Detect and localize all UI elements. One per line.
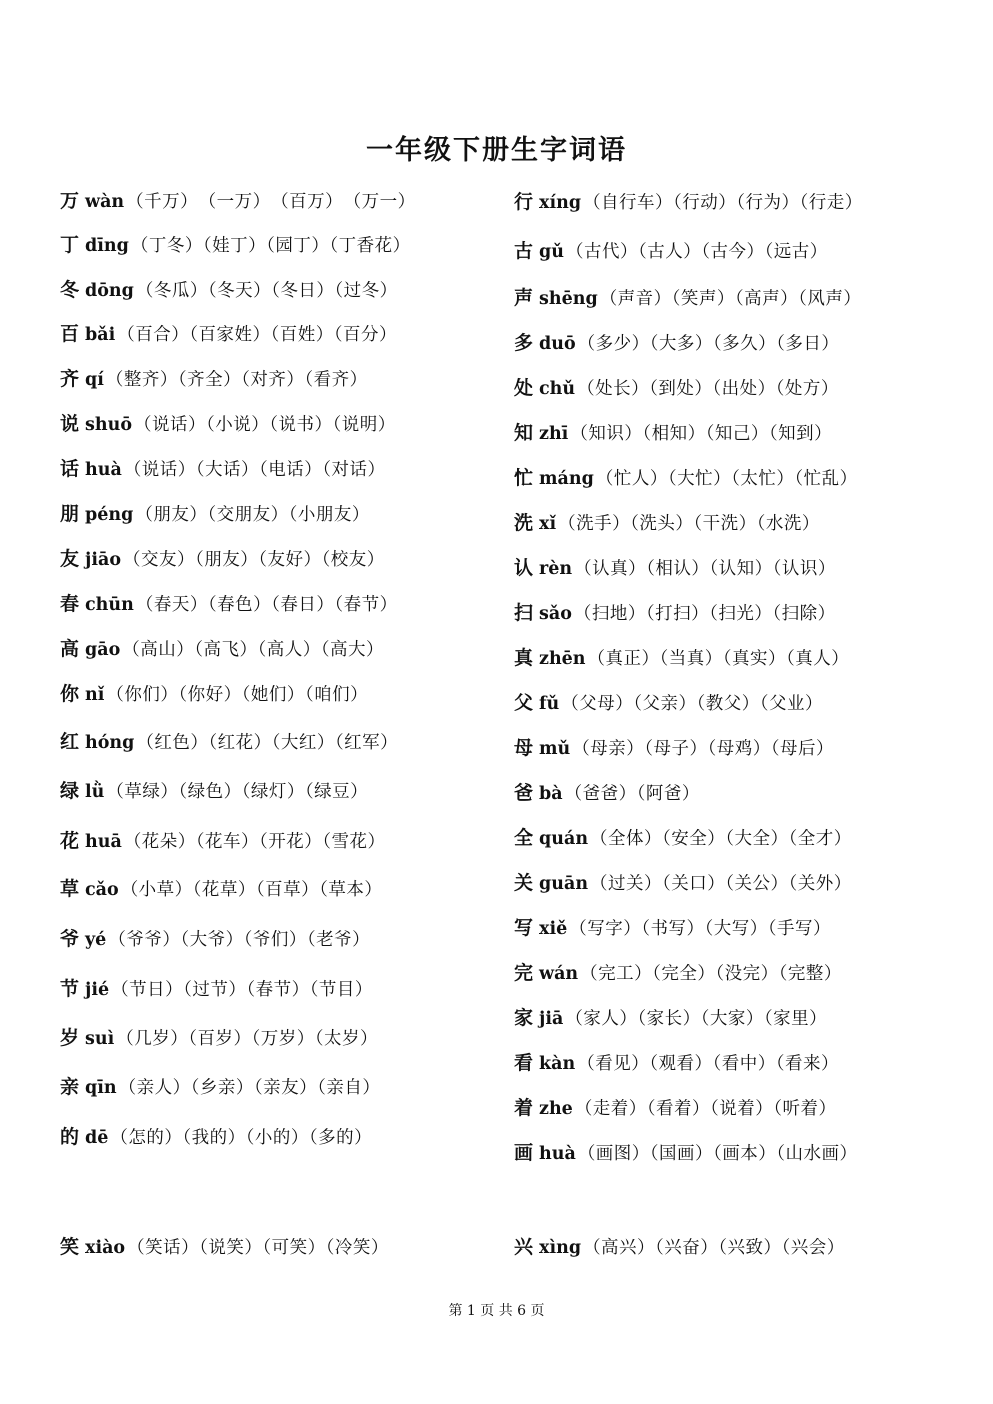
- vocab-entry: [514, 1006, 827, 1031]
- vocab-words: （古代）（古人）（古今）（远古）: [565, 242, 828, 262]
- vocab-pinyin: xiào: [85, 1238, 126, 1258]
- vocab-words: （扫地）（打扫）（扫光）（扫除）: [573, 604, 836, 624]
- vocab-words: （草绿）（绿色）（绿灯）（绿豆）: [106, 782, 369, 802]
- vocab-entry: [60, 1125, 372, 1150]
- vocab-entry: [60, 278, 398, 303]
- vocab-entry: [60, 1235, 389, 1260]
- vocab-character: 花: [60, 830, 80, 852]
- vocab-entry: [60, 457, 386, 482]
- vocab-entry: [514, 781, 700, 806]
- vocab-words: （说话）（大话）（电话）（对话）: [123, 460, 386, 480]
- vocab-character: 百: [60, 323, 80, 345]
- vocab-entry: [514, 691, 823, 716]
- vocab-entry: [514, 190, 863, 215]
- vocab-pinyin: péng: [85, 505, 134, 525]
- vocab-pinyin: qí: [85, 370, 104, 390]
- vocab-words: （冬瓜）（冬天）（冬日）（过冬）: [135, 281, 398, 301]
- vocab-pinyin: huà: [85, 460, 122, 480]
- vocab-pinyin: gāo: [85, 640, 121, 660]
- vocab-character: 亲: [60, 1076, 80, 1098]
- vocab-entry: [514, 1141, 858, 1166]
- vocab-pinyin: lǜ: [85, 782, 105, 802]
- vocab-pinyin: shuō: [85, 415, 132, 435]
- vocab-entry: [60, 682, 368, 707]
- vocab-words: （走着）（看着）（说着）（听着）: [574, 1099, 837, 1119]
- vocab-character: 画: [514, 1142, 534, 1164]
- vocab-words: （爸爸）（阿爸）: [564, 784, 700, 804]
- vocab-words: （你们）（你好）（她们）（咱们）: [106, 685, 369, 705]
- vocab-pinyin: jiā: [539, 1009, 564, 1029]
- vocab-entry: [514, 466, 858, 491]
- vocab-pinyin: huā: [85, 832, 122, 852]
- vocab-entry: [514, 961, 842, 986]
- vocab-character: 家: [514, 1007, 534, 1029]
- vocab-character: 春: [60, 593, 80, 615]
- vocab-pinyin: suì: [85, 1029, 115, 1049]
- vocab-pinyin: rèn: [539, 559, 573, 579]
- vocab-character: 高: [60, 638, 80, 660]
- vocab-pinyin: xiě: [539, 919, 568, 939]
- vocab-entry: [514, 511, 820, 536]
- vocab-pinyin: zhī: [539, 424, 569, 444]
- vocab-entry: [514, 1096, 837, 1121]
- vocab-pinyin: gǔ: [539, 242, 564, 262]
- vocab-pinyin: fǔ: [539, 694, 560, 714]
- vocab-character: 扫: [514, 602, 534, 624]
- vocab-entry: [60, 1075, 380, 1100]
- vocab-pinyin: bǎi: [85, 325, 116, 345]
- vocab-character: 说: [60, 413, 80, 435]
- vocab-character: 声: [514, 287, 534, 309]
- vocab-words: （百合）（百家姓）（百姓）（百分）: [117, 325, 397, 345]
- vocab-words: （自行车）（行动）（行为）（行走）: [583, 193, 863, 213]
- vocab-entry: [514, 1235, 845, 1260]
- vocab-character: 看: [514, 1052, 534, 1074]
- vocab-words: （朋友）（交朋友）（小朋友）: [135, 505, 370, 525]
- vocab-entry: [514, 916, 831, 941]
- vocab-character: 草: [60, 878, 80, 900]
- vocab-pinyin: xǐ: [539, 514, 557, 534]
- vocab-entry: [514, 646, 849, 671]
- vocab-character: 冬: [60, 279, 80, 301]
- vocab-pinyin: sǎo: [539, 604, 572, 624]
- vocab-pinyin: jiāo: [85, 550, 122, 570]
- vocab-entry: [514, 556, 836, 581]
- vocab-entry: [60, 592, 398, 617]
- vocab-pinyin: dōng: [85, 281, 134, 301]
- vocab-words: （洗手）（洗头）（干洗）（水洗）: [558, 514, 820, 534]
- vocab-words: （交友）（朋友）（友好）（校友）: [123, 550, 385, 570]
- vocab-entry: [60, 322, 397, 347]
- vocab-pinyin: duō: [539, 334, 576, 354]
- vocab-character: 关: [514, 872, 534, 894]
- vocab-entry: [60, 502, 370, 527]
- vocab-words: （知识）（相知）（知己）（知到）: [570, 424, 833, 444]
- vocab-pinyin: kàn: [539, 1054, 576, 1074]
- vocab-entry: [514, 286, 861, 311]
- vocab-words: （完工）（完全）（没完）（完整）: [580, 964, 842, 984]
- vocab-entry: [514, 736, 834, 761]
- vocab-words: （丁冬）（娃丁）（园丁）（丁香花）: [130, 236, 411, 256]
- vocab-pinyin: wàn: [85, 192, 125, 212]
- vocab-pinyin: quán: [539, 829, 589, 849]
- vocab-character: 处: [514, 377, 534, 399]
- vocab-character: 着: [514, 1097, 534, 1119]
- vocab-character: 父: [514, 692, 534, 714]
- vocab-words: （家人）（家长）（大家）（家里）: [565, 1009, 828, 1029]
- vocab-entry: [60, 829, 386, 854]
- vocab-words: （整齐）（齐全）（对齐）（看齐）: [105, 370, 368, 390]
- vocab-pinyin: mǔ: [539, 739, 571, 759]
- vocab-entry: [514, 421, 832, 446]
- vocab-pinyin: huà: [539, 1144, 576, 1164]
- vocab-words: （笑话）（说笑）（可笑）（冷笑）: [127, 1238, 389, 1258]
- vocab-entry: [60, 730, 398, 755]
- vocab-words: （全体）（安全）（大全）（全才）: [590, 829, 852, 849]
- vocab-pinyin: nǐ: [85, 685, 105, 705]
- vocab-pinyin: guān: [539, 874, 589, 894]
- vocab-entry: [514, 331, 839, 356]
- vocab-character: 行: [514, 191, 534, 213]
- vocab-pinyin: dē: [85, 1128, 109, 1148]
- vocab-words: （高兴）（兴奋）（兴致）（兴会）: [583, 1238, 845, 1258]
- vocab-words: （节日）（过节）（春节）（节目）: [111, 980, 373, 1000]
- vocab-pinyin: máng: [539, 469, 594, 489]
- vocab-words: （爷爷）（大爷）（爷们）（老爷）: [108, 930, 371, 950]
- vocab-character: 友: [60, 548, 80, 570]
- vocab-words: （春天）（春色）（春日）（春节）: [135, 595, 398, 615]
- vocab-character: 节: [60, 978, 80, 1000]
- vocab-pinyin: shēng: [539, 289, 598, 309]
- vocab-words: （千万） （一万） （百万） （万一）: [126, 192, 416, 212]
- vocab-words: （父母）（父亲）（教父）（父业）: [561, 694, 824, 714]
- page-footer: 第 1 页 共 6 页: [448, 1303, 545, 1319]
- vocab-words: （母亲）（母子）（母鸡）（母后）: [572, 739, 835, 759]
- vocab-character: 忙: [514, 467, 534, 489]
- vocab-words: （写字）（书写）（大写）（手写）: [569, 919, 831, 939]
- vocab-character: 古: [514, 240, 534, 262]
- vocab-pinyin: qīn: [85, 1078, 117, 1098]
- vocab-entry: [60, 189, 416, 214]
- vocab-entry: [60, 877, 382, 902]
- page-title: 一年级下册生字词语: [366, 135, 627, 166]
- vocab-character: 洗: [514, 512, 534, 534]
- vocab-character: 真: [514, 647, 534, 669]
- vocab-character: 红: [60, 731, 80, 753]
- vocab-pinyin: xìng: [539, 1238, 582, 1258]
- vocab-words: （真正）（当真）（真实）（真人）: [587, 649, 850, 669]
- vocab-words: （花朵）（花车）（开花）（雪花）: [123, 832, 386, 852]
- vocab-pinyin: dīng: [85, 236, 129, 256]
- vocab-entry: [60, 927, 370, 952]
- vocab-words: （说话）（小说）（说书）（说明）: [134, 415, 396, 435]
- vocab-pinyin: chūn: [85, 595, 134, 615]
- vocab-words: （高山）（高飞）（高人）（高大）: [122, 640, 385, 660]
- vocab-character: 母: [514, 737, 534, 759]
- vocab-character: 齐: [60, 368, 80, 390]
- vocab-character: 爸: [514, 782, 534, 804]
- vocab-entry: [514, 376, 839, 401]
- vocab-words: （多少）（大多）（多久）（多日）: [577, 334, 840, 354]
- vocab-character: 朋: [60, 503, 80, 525]
- vocab-words: （画图）（国画）（画本）（山水画）: [577, 1144, 858, 1164]
- vocab-entry: [514, 601, 836, 626]
- vocab-character: 你: [60, 683, 80, 705]
- vocab-pinyin: yé: [85, 930, 107, 950]
- vocab-pinyin: jié: [85, 980, 110, 1000]
- vocab-character: 丁: [60, 234, 80, 256]
- vocab-pinyin: zhe: [539, 1099, 573, 1119]
- vocab-words: （声音）（笑声）（高声）（风声）: [599, 289, 862, 309]
- vocab-character: 的: [60, 1126, 80, 1148]
- vocab-pinyin: wán: [539, 964, 579, 984]
- vocab-character: 认: [514, 557, 534, 579]
- vocab-words: （怎的）（我的）（小的）（多的）: [110, 1128, 373, 1148]
- vocab-character: 完: [514, 962, 534, 984]
- vocab-entry: [514, 826, 852, 851]
- vocab-character: 多: [514, 332, 534, 354]
- vocab-words: （看见）（观看）（看中）（看来）: [577, 1054, 839, 1074]
- vocab-entry: [514, 871, 852, 896]
- vocab-character: 话: [60, 458, 80, 480]
- vocab-entry: [60, 1026, 378, 1051]
- vocab-entry: [60, 412, 396, 437]
- vocab-character: 绿: [60, 780, 80, 802]
- vocab-words: （几岁）（百岁）（万岁）（太岁）: [116, 1029, 378, 1049]
- vocab-words: （亲人）（乡亲）（亲友）（亲自）: [118, 1078, 381, 1098]
- vocab-character: 全: [514, 827, 534, 849]
- vocab-entry: [60, 547, 385, 572]
- vocab-character: 岁: [60, 1027, 80, 1049]
- vocab-pinyin: xíng: [539, 193, 582, 213]
- vocab-words: （认真）（相认）（认知）（认识）: [574, 559, 836, 579]
- vocab-pinyin: chǔ: [539, 379, 576, 399]
- vocab-character: 兴: [514, 1236, 534, 1258]
- vocab-entry: [60, 779, 368, 804]
- vocab-entry: [60, 977, 373, 1002]
- vocab-words: （处长）（到处）（出处）（处方）: [577, 379, 839, 399]
- vocab-entry: [514, 239, 828, 264]
- vocab-entry: [60, 233, 411, 258]
- vocab-pinyin: zhēn: [539, 649, 586, 669]
- vocab-words: （红色）（红花）（大红）（红军）: [136, 733, 399, 753]
- vocab-character: 写: [514, 917, 534, 939]
- vocab-character: 万: [60, 190, 80, 212]
- vocab-character: 爷: [60, 928, 80, 950]
- vocab-words: （忙人）（大忙）（太忙）（忙乱）: [595, 469, 858, 489]
- vocab-entry: [60, 367, 368, 392]
- vocab-entry: [60, 637, 384, 662]
- vocab-words: （小草）（花草）（百草）（草本）: [120, 880, 383, 900]
- vocab-character: 笑: [60, 1236, 80, 1258]
- vocab-pinyin: hóng: [85, 733, 135, 753]
- vocab-pinyin: cǎo: [85, 880, 119, 900]
- vocab-words: （过关）（关口）（关公）（关外）: [590, 874, 852, 894]
- vocab-entry: [514, 1051, 839, 1076]
- vocab-pinyin: bà: [539, 784, 563, 804]
- vocab-character: 知: [514, 422, 534, 444]
